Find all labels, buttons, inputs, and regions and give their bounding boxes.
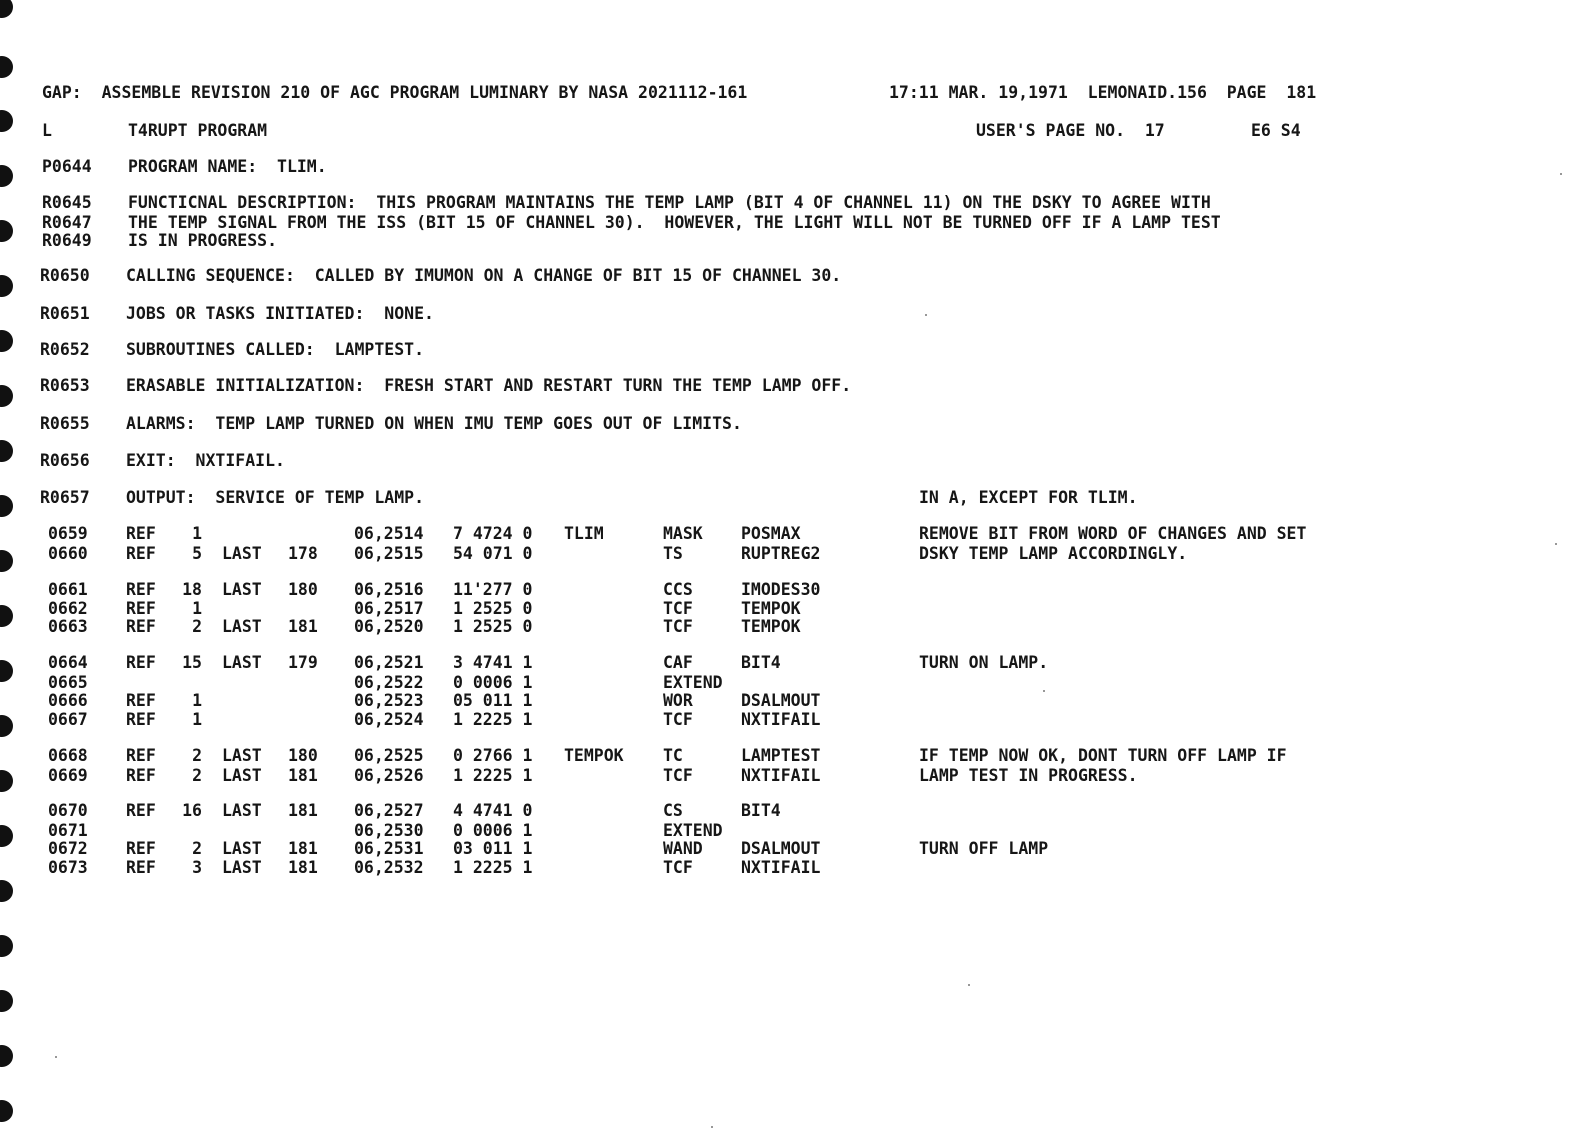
last-page: 180: [288, 580, 318, 599]
punch-hole: [0, 1045, 13, 1067]
last-keyword: LAST: [222, 653, 262, 672]
line-number: 0670: [48, 801, 88, 820]
octal-word: 1 2225 1: [453, 710, 533, 729]
ref-keyword: REF: [126, 766, 156, 785]
opcode: TCF: [663, 617, 693, 636]
address: 06,2530: [354, 821, 424, 840]
octal-word: 0 0006 1: [453, 673, 533, 692]
ref-keyword: REF: [126, 617, 156, 636]
remark: LAMP TEST IN PROGRESS.: [919, 766, 1138, 785]
ref-count: 16: [182, 801, 202, 820]
operand: NXTIFAIL: [741, 858, 821, 877]
comment-text: THE TEMP SIGNAL FROM THE ISS (BIT 15 OF CHANNEL 30). HOWEVER, THE LIGHT WILL NOT BE TURNED OFF IF A LAMP TEST: [128, 213, 1221, 232]
operand: DSALMOUT: [741, 839, 821, 858]
users-page-number: USER'S PAGE NO. 17: [976, 121, 1165, 140]
paper-speck: [1555, 543, 1557, 545]
opcode: MASK: [663, 524, 703, 543]
address: 06,2520: [354, 617, 424, 636]
ref-keyword: REF: [126, 653, 156, 672]
octal-word: 1 2225 1: [453, 766, 533, 785]
octal-word: 1 2525 0: [453, 617, 533, 636]
last-keyword: LAST: [222, 839, 262, 858]
comment-id: R0657: [40, 488, 90, 507]
last-page: 181: [288, 766, 318, 785]
octal-word: 0 2766 1: [453, 746, 533, 765]
comment-id: R0649: [42, 231, 92, 250]
line-number: 0668: [48, 746, 88, 765]
remark: REMOVE BIT FROM WORD OF CHANGES AND SET: [919, 524, 1307, 543]
address: 06,2531: [354, 839, 424, 858]
comment-text: ALARMS: TEMP LAMP TURNED ON WHEN IMU TEMP GOES OUT OF LIMITS.: [126, 414, 742, 433]
operand: TEMPOK: [741, 599, 801, 618]
remark: TURN OFF LAMP: [919, 839, 1049, 858]
punch-hole: [0, 385, 13, 407]
punch-hole: [0, 110, 13, 132]
opcode: TC: [663, 746, 683, 765]
operand: RUPTREG2: [741, 544, 821, 563]
last-page: 178: [288, 544, 318, 563]
punch-hole: [0, 715, 13, 737]
comment-text: IS IN PROGRESS.: [128, 231, 278, 250]
address: 06,2526: [354, 766, 424, 785]
comment-text: PROGRAM NAME: TLIM.: [128, 157, 327, 176]
operand: BIT4: [741, 801, 781, 820]
operand: IMODES30: [741, 580, 821, 599]
ref-count: 2: [192, 766, 202, 785]
opcode: CS: [663, 801, 683, 820]
label: TEMPOK: [564, 746, 624, 765]
comment-text: EXIT: NXTIFAIL.: [126, 451, 285, 470]
address: 06,2521: [354, 653, 424, 672]
operand: NXTIFAIL: [741, 710, 821, 729]
remark: TURN ON LAMP.: [919, 653, 1049, 672]
ref-keyword: REF: [126, 580, 156, 599]
line-number: 0673: [48, 858, 88, 877]
program-title: T4RUPT PROGRAM: [128, 121, 268, 140]
address: 06,2524: [354, 710, 424, 729]
punch-hole: [0, 56, 13, 78]
ref-count: 5: [192, 544, 202, 563]
ref-keyword: REF: [126, 801, 156, 820]
comment-text: FUNCTICNAL DESCRIPTION: THIS PROGRAM MAINTAINS THE TEMP LAMP (BIT 4 OF CHANNEL 11) ON THE DSKY TO AGREE WITH: [128, 193, 1211, 212]
line-number: 0669: [48, 766, 88, 785]
page-code: E6 S4: [1251, 121, 1301, 140]
opcode: WOR: [663, 691, 693, 710]
paper-speck: [711, 1126, 713, 1128]
ref-count: 18: [182, 580, 202, 599]
operand: DSALMOUT: [741, 691, 821, 710]
punch-hole: [0, 935, 13, 957]
line-number: 0662: [48, 599, 88, 618]
last-keyword: LAST: [222, 580, 262, 599]
address: 06,2522: [354, 673, 424, 692]
paper-speck: [1560, 173, 1562, 175]
octal-word: 03 011 1: [453, 839, 533, 858]
operand: BIT4: [741, 653, 781, 672]
line-number: 0661: [48, 580, 88, 599]
line-number: 0659: [48, 524, 88, 543]
punch-hole: [0, 440, 13, 462]
subheader-l: L: [42, 121, 52, 140]
ref-keyword: REF: [126, 524, 156, 543]
operand: TEMPOK: [741, 617, 801, 636]
octal-word: 11'277 0: [453, 580, 533, 599]
punch-hole: [0, 605, 13, 627]
last-page: 180: [288, 746, 318, 765]
ref-keyword: REF: [126, 691, 156, 710]
address: 06,2525: [354, 746, 424, 765]
operand: LAMPTEST: [741, 746, 821, 765]
opcode: CAF: [663, 653, 693, 672]
ref-count: 1: [192, 524, 202, 543]
octal-word: 3 4741 1: [453, 653, 533, 672]
last-page: 181: [288, 858, 318, 877]
address: 06,2514: [354, 524, 424, 543]
operand: NXTIFAIL: [741, 766, 821, 785]
address: 06,2532: [354, 858, 424, 877]
punch-hole: [0, 1100, 13, 1122]
remark: DSKY TEMP LAMP ACCORDINGLY.: [919, 544, 1188, 563]
punch-hole: [0, 990, 13, 1012]
comment-text: CALLING SEQUENCE: CALLED BY IMUMON ON A CHANGE OF BIT 15 OF CHANNEL 30.: [126, 266, 842, 285]
ref-keyword: REF: [126, 544, 156, 563]
ref-count: 1: [192, 691, 202, 710]
remark: IF TEMP NOW OK, DONT TURN OFF LAMP IF: [919, 746, 1287, 765]
ref-count: 2: [192, 617, 202, 636]
line-number: 0660: [48, 544, 88, 563]
address: 06,2515: [354, 544, 424, 563]
paper-speck: [968, 984, 970, 986]
ref-count: 1: [192, 710, 202, 729]
last-page: 179: [288, 653, 318, 672]
comment-text: ERASABLE INITIALIZATION: FRESH START AND RESTART TURN THE TEMP LAMP OFF.: [126, 376, 852, 395]
ref-keyword: REF: [126, 858, 156, 877]
comment-id: R0645: [42, 193, 92, 212]
opcode: CCS: [663, 580, 693, 599]
operand: POSMAX: [741, 524, 801, 543]
punch-hole: [0, 880, 13, 902]
comment-id: R0655: [40, 414, 90, 433]
octal-word: 1 2525 0: [453, 599, 533, 618]
opcode: WAND: [663, 839, 703, 858]
line-number: 0667: [48, 710, 88, 729]
ref-count: 15: [182, 653, 202, 672]
opcode: TCF: [663, 766, 693, 785]
comment-text: OUTPUT: SERVICE OF TEMP LAMP.: [126, 488, 425, 507]
comment-text: SUBROUTINES CALLED: LAMPTEST.: [126, 340, 425, 359]
comment-id: R0651: [40, 304, 90, 323]
punch-hole: [0, 550, 13, 572]
octal-word: 05 011 1: [453, 691, 533, 710]
comment-id: R0652: [40, 340, 90, 359]
last-keyword: LAST: [222, 766, 262, 785]
last-page: 181: [288, 617, 318, 636]
comment-remark: IN A, EXCEPT FOR TLIM.: [919, 488, 1138, 507]
punch-hole: [0, 0, 13, 18]
ref-keyword: REF: [126, 839, 156, 858]
ref-count: 1: [192, 599, 202, 618]
comment-id: R0653: [40, 376, 90, 395]
line-number: 0665: [48, 673, 88, 692]
line-number: 0663: [48, 617, 88, 636]
last-page: 181: [288, 839, 318, 858]
punch-hole: [0, 330, 13, 352]
line-number: 0666: [48, 691, 88, 710]
opcode: EXTEND: [663, 821, 723, 840]
opcode: TCF: [663, 599, 693, 618]
punch-hole: [0, 165, 13, 187]
line-number: 0672: [48, 839, 88, 858]
line-number: 0671: [48, 821, 88, 840]
header-left: GAP: ASSEMBLE REVISION 210 OF AGC PROGRAM LUMINARY BY NASA 2021112-161: [42, 83, 748, 102]
punch-hole: [0, 275, 13, 297]
paper-speck: [1043, 690, 1045, 692]
opcode: EXTEND: [663, 673, 723, 692]
paper-speck: [55, 1056, 57, 1058]
octal-word: 0 0006 1: [453, 821, 533, 840]
last-page: 181: [288, 801, 318, 820]
address: 06,2523: [354, 691, 424, 710]
comment-id: R0656: [40, 451, 90, 470]
last-keyword: LAST: [222, 544, 262, 563]
last-keyword: LAST: [222, 617, 262, 636]
line-number: 0664: [48, 653, 88, 672]
comment-text: JOBS OR TASKS INITIATED: NONE.: [126, 304, 434, 323]
opcode: TCF: [663, 858, 693, 877]
ref-keyword: REF: [126, 599, 156, 618]
punch-hole: [0, 660, 13, 682]
comment-id: R0647: [42, 213, 92, 232]
ref-count: 2: [192, 746, 202, 765]
comment-id: P0644: [42, 157, 92, 176]
label: TLIM: [564, 524, 604, 543]
paper-speck: [925, 314, 927, 316]
comment-id: R0650: [40, 266, 90, 285]
last-keyword: LAST: [222, 746, 262, 765]
address: 06,2517: [354, 599, 424, 618]
octal-word: 7 4724 0: [453, 524, 533, 543]
address: 06,2516: [354, 580, 424, 599]
ref-keyword: REF: [126, 746, 156, 765]
punch-hole: [0, 770, 13, 792]
opcode: TCF: [663, 710, 693, 729]
ref-count: 2: [192, 839, 202, 858]
ref-keyword: REF: [126, 710, 156, 729]
address: 06,2527: [354, 801, 424, 820]
punch-hole: [0, 220, 13, 242]
punch-hole: [0, 825, 13, 847]
opcode: TS: [663, 544, 683, 563]
last-keyword: LAST: [222, 858, 262, 877]
octal-word: 4 4741 0: [453, 801, 533, 820]
punch-hole: [0, 495, 13, 517]
last-keyword: LAST: [222, 801, 262, 820]
ref-count: 3: [192, 858, 202, 877]
header-right: 17:11 MAR. 19,1971 LEMONAID.156 PAGE 181: [889, 83, 1317, 102]
octal-word: 1 2225 1: [453, 858, 533, 877]
octal-word: 54 071 0: [453, 544, 533, 563]
